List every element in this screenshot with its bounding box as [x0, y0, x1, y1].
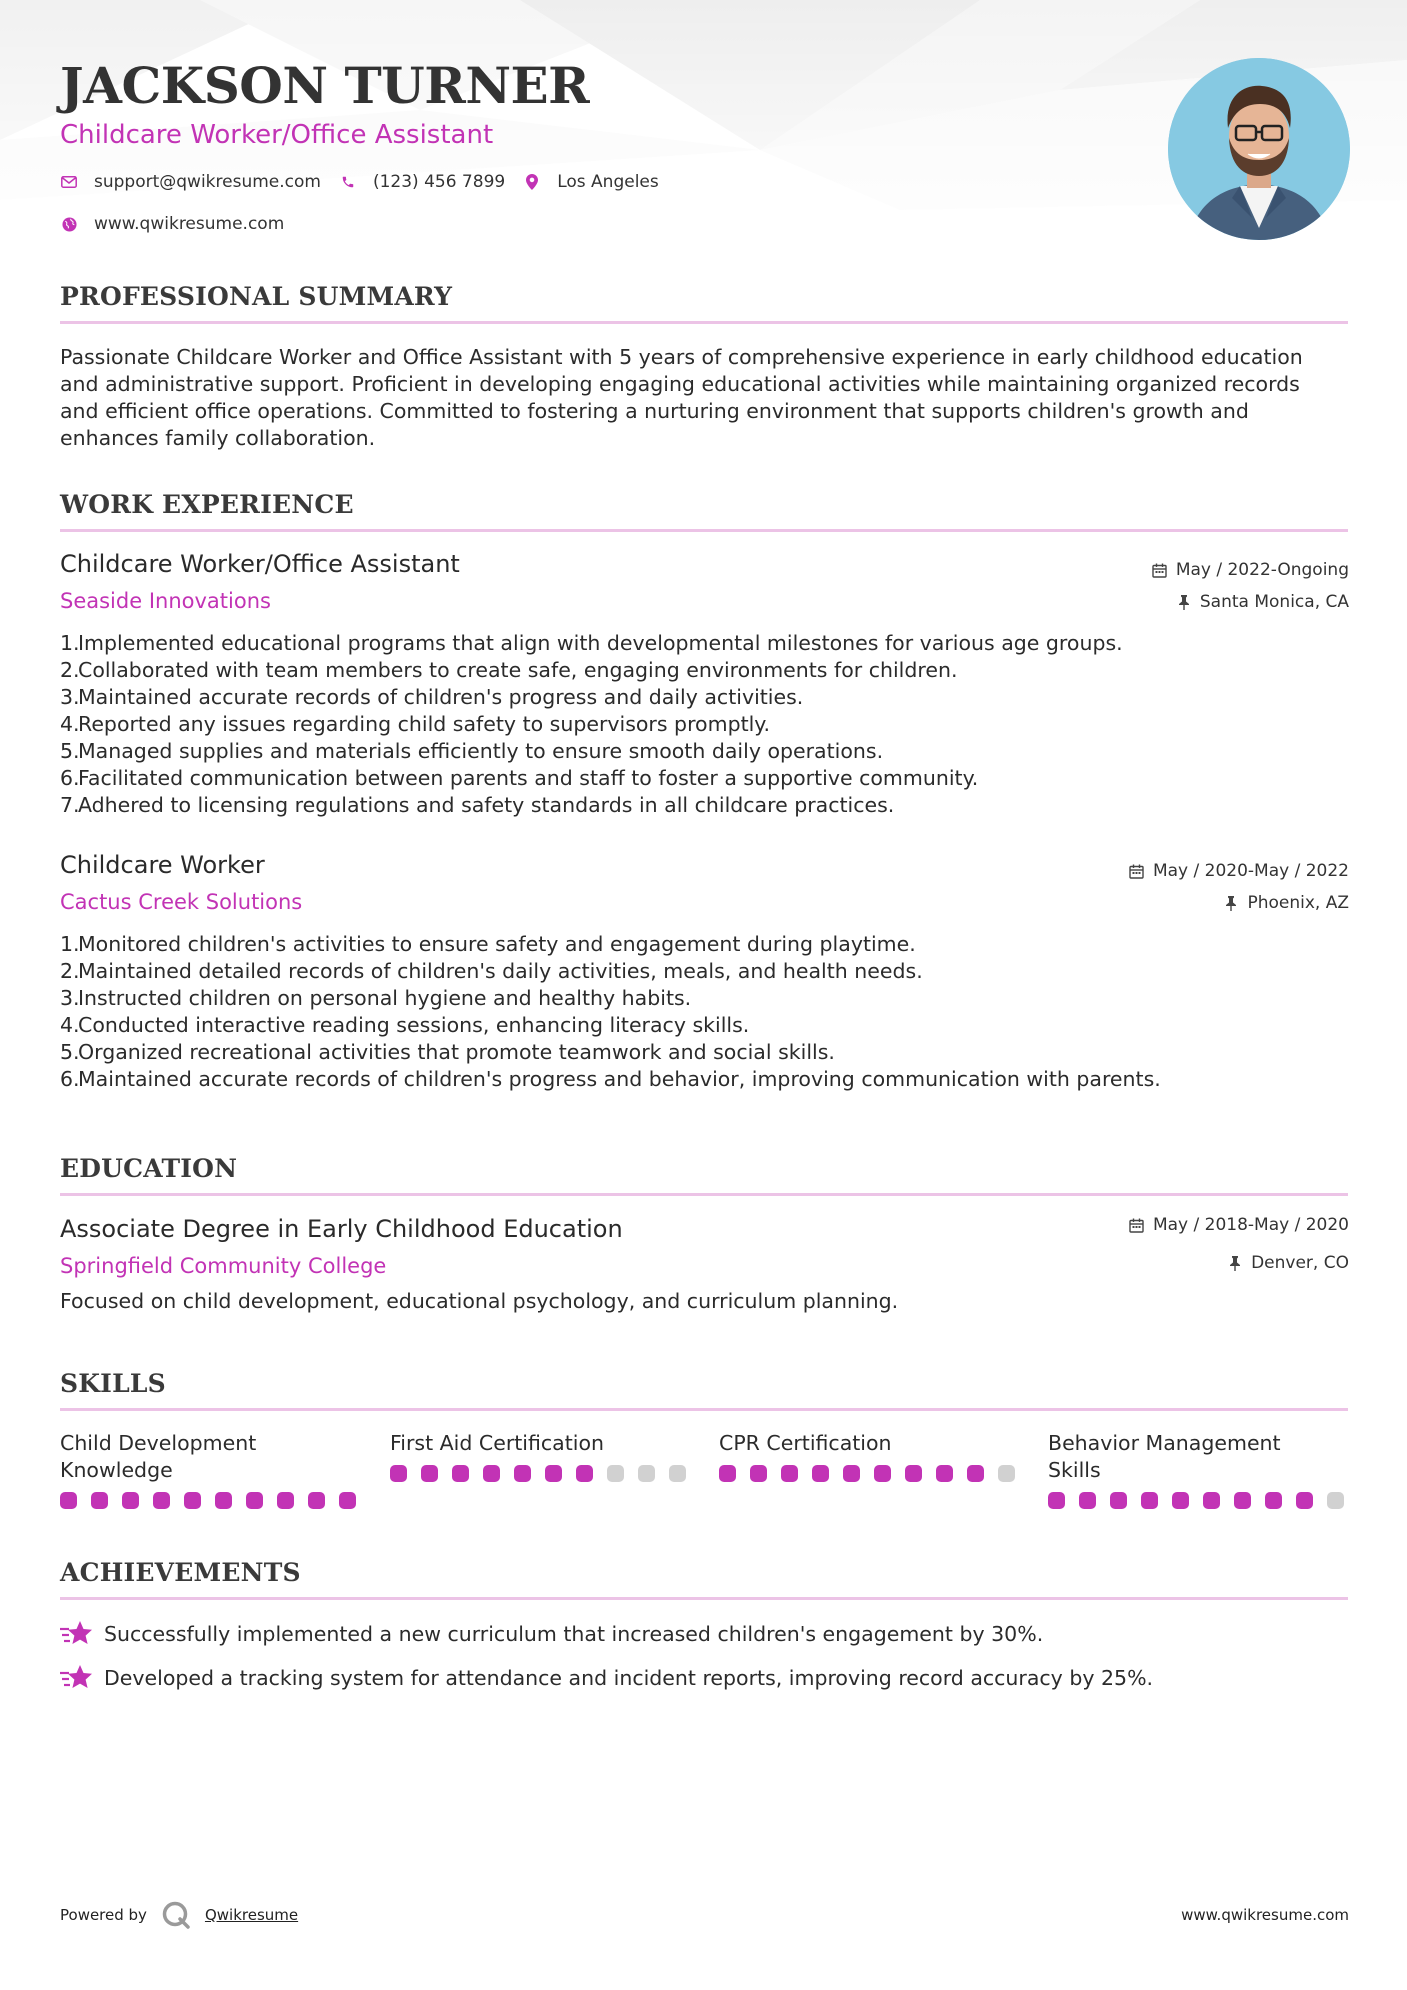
job-location-text: Phoenix, AZ — [1247, 893, 1349, 913]
education-location-text: Denver, CO — [1251, 1253, 1349, 1273]
achievements-divider — [60, 1597, 1348, 1600]
skill-dot-filled — [843, 1465, 860, 1482]
powered-by-text: Powered by — [60, 1906, 147, 1924]
skill-item — [390, 1430, 695, 1482]
location-text: Los Angeles — [557, 172, 659, 192]
skill-dot-filled — [339, 1492, 356, 1509]
summary-line: enhances family collaboration. — [60, 426, 376, 450]
duty-item: 1. Monitored children's activities to ensure safety and engagement during playtime. — [60, 932, 916, 956]
education-description: Focused on child development, educational psychology, and curriculum planning. — [60, 1289, 899, 1313]
summary-text — [60, 344, 1350, 452]
skill-dot-filled — [545, 1465, 562, 1482]
skill-item — [1048, 1430, 1353, 1509]
skill-rating — [60, 1492, 365, 1509]
skill-dot-filled — [1141, 1492, 1158, 1509]
skill-dot-filled — [781, 1465, 798, 1482]
skill-dot-filled — [1110, 1492, 1127, 1509]
skill-name: Behavior Management — [1048, 1431, 1281, 1455]
skill-dot-filled — [452, 1465, 469, 1482]
qwikresume-logo-icon — [161, 1900, 191, 1930]
achievement-item — [60, 1620, 1043, 1648]
summary-heading: PROFESSIONAL SUMMARY — [60, 282, 453, 311]
skill-dot-filled — [1172, 1492, 1189, 1509]
job-location-text: Santa Monica, CA — [1199, 592, 1349, 612]
duty-item: 4. Reported any issues regarding child safety to supervisors promptly. — [60, 712, 771, 736]
education-divider — [60, 1193, 1348, 1196]
skill-dot-filled — [421, 1465, 438, 1482]
skill-dot-filled — [308, 1492, 325, 1509]
job-dates — [1152, 560, 1349, 580]
job-company: Cactus Creek Solutions — [60, 890, 303, 914]
calendar-icon — [1152, 562, 1168, 578]
skill-dot-filled — [277, 1492, 294, 1509]
duty-item: 5. Managed supplies and materials efficiently to ensure smooth daily operations. — [60, 739, 884, 763]
summary-line: and efficient office operations. Committed to fostering a nurturing environment that supports children's growth and — [60, 399, 1249, 423]
globe-icon — [60, 215, 78, 233]
skill-rating — [390, 1465, 695, 1482]
skill-dot-filled — [390, 1465, 407, 1482]
job-dates — [1129, 861, 1349, 881]
skill-rating — [719, 1465, 1024, 1482]
skill-dot-empty — [638, 1465, 655, 1482]
school-name: Springfield Community College — [60, 1254, 387, 1278]
pushpin-icon — [1176, 594, 1192, 610]
skill-dot-filled — [750, 1465, 767, 1482]
education-location — [1227, 1253, 1349, 1273]
pushpin-icon — [1223, 895, 1239, 911]
skill-dot-filled — [936, 1465, 953, 1482]
skill-dot-filled — [1296, 1492, 1313, 1509]
contact-website[interactable] — [60, 214, 284, 234]
brand-link[interactable]: Qwikresume — [204, 1906, 299, 1924]
star-icon — [60, 1664, 92, 1692]
skill-dot-filled — [1079, 1492, 1096, 1509]
skill-dot-empty — [607, 1465, 624, 1482]
website-text: www.qwikresume.com — [94, 214, 285, 234]
phone-text: (123) 456 7899 — [372, 172, 506, 192]
skill-dot-filled — [1265, 1492, 1282, 1509]
map-pin-icon — [523, 173, 541, 191]
skill-name: Child Development — [60, 1431, 257, 1455]
skill-dot-filled — [576, 1465, 593, 1482]
job-location — [1176, 592, 1349, 612]
achievements-heading: ACHIEVEMENTS — [60, 1558, 301, 1587]
duty-item: 4. Conducted interactive reading sessions, enhancing literacy skills. — [60, 1013, 750, 1037]
skill-dot-filled — [812, 1465, 829, 1482]
duty-item: 7. Adhered to licensing regulations and safety standards in all childcare practices. — [60, 793, 895, 817]
contact-row — [60, 172, 677, 192]
contact-email[interactable] — [60, 172, 321, 192]
profile-photo — [1168, 58, 1350, 240]
summary-line: Passionate Childcare Worker and Office Assistant with 5 years of comprehensive experience in early childhood education — [60, 345, 1303, 369]
duty-item: 3. Instructed children on personal hygiene and healthy habits. — [60, 986, 692, 1010]
contact-row-2 — [60, 214, 302, 234]
duty-item: 3. Maintained accurate records of children's progress and daily activities. — [60, 685, 804, 709]
experience-divider — [60, 529, 1348, 532]
skill-dot-filled — [215, 1492, 232, 1509]
email-text: support@qwikresume.com — [94, 172, 321, 192]
skill-dot-filled — [184, 1492, 201, 1509]
star-icon — [60, 1620, 92, 1648]
job-duties-list — [60, 931, 1350, 1093]
skill-item — [719, 1430, 1024, 1482]
duty-item: 2. Collaborated with team members to create safe, engaging environments for children. — [60, 658, 958, 682]
skill-rating — [1048, 1492, 1353, 1509]
pushpin-icon — [1227, 1255, 1243, 1271]
education-dates-text: May / 2018-May / 2020 — [1152, 1215, 1349, 1235]
skill-dot-filled — [874, 1465, 891, 1482]
duty-item: 6. Facilitated communication between parents and staff to foster a supportive community. — [60, 766, 979, 790]
skill-item — [60, 1430, 365, 1509]
skill-dot-filled — [60, 1492, 77, 1509]
summary-line: and administrative support. Proficient in developing engaging educational activities while maintaining organized records — [60, 372, 1300, 396]
job-dates-text: May / 2020-May / 2022 — [1152, 861, 1349, 881]
duty-item: 2. Maintained detailed records of children's daily activities, meals, and health needs. — [60, 959, 923, 983]
contact-phone[interactable] — [339, 172, 505, 192]
skill-dot-filled — [91, 1492, 108, 1509]
duty-item: 1. Implemented educational programs that align with developmental milestones for various age groups. — [60, 631, 1123, 655]
skills-divider — [60, 1408, 1348, 1411]
envelope-icon — [60, 173, 78, 191]
skill-dot-filled — [967, 1465, 984, 1482]
skill-dot-filled — [153, 1492, 170, 1509]
education-heading: EDUCATION — [60, 1154, 238, 1183]
experience-heading: WORK EXPERIENCE — [60, 490, 354, 519]
achievement-text: Developed a tracking system for attendance and incident reports, improving record accuracy by 25%. — [104, 1666, 1154, 1690]
footer-website[interactable]: www.qwikresume.com — [1181, 1906, 1349, 1924]
candidate-role: Childcare Worker/Office Assistant — [60, 120, 494, 150]
footer-powered-by — [60, 1900, 298, 1930]
summary-divider — [60, 321, 1348, 324]
achievement-item — [60, 1664, 1153, 1692]
job-title: Childcare Worker/Office Assistant — [60, 550, 460, 578]
calendar-icon — [1129, 863, 1145, 879]
skill-dot-empty — [1327, 1492, 1344, 1509]
skill-dot-empty — [669, 1465, 686, 1482]
skill-dot-empty — [998, 1465, 1015, 1482]
achievement-text: Successfully implemented a new curriculum that increased children's engagement by 30%. — [104, 1622, 1044, 1646]
skill-dot-filled — [246, 1492, 263, 1509]
duty-item: 5. Organized recreational activities that promote teamwork and social skills. — [60, 1040, 835, 1064]
job-duties-list — [60, 630, 1350, 819]
skill-dot-filled — [905, 1465, 922, 1482]
skill-dot-filled — [122, 1492, 139, 1509]
job-company: Seaside Innovations — [60, 589, 271, 613]
skill-dot-filled — [1048, 1492, 1065, 1509]
education-dates — [1129, 1215, 1349, 1235]
skill-name-cont: Knowledge — [60, 1458, 173, 1482]
job-location — [1223, 893, 1349, 913]
skills-heading: SKILLS — [60, 1369, 166, 1398]
skill-name: CPR Certification — [719, 1431, 892, 1455]
skill-dot-filled — [483, 1465, 500, 1482]
job-dates-text: May / 2022-Ongoing — [1175, 560, 1349, 580]
contact-location — [523, 172, 659, 192]
skill-name-cont: Skills — [1048, 1458, 1101, 1482]
phone-icon — [339, 173, 357, 191]
degree-title: Associate Degree in Early Childhood Education — [60, 1215, 623, 1243]
skill-dot-filled — [514, 1465, 531, 1482]
job-title: Childcare Worker — [60, 851, 265, 879]
candidate-name: JACKSON TURNER — [60, 56, 590, 115]
calendar-icon — [1129, 1217, 1145, 1233]
skill-dot-filled — [1234, 1492, 1251, 1509]
skill-name: First Aid Certification — [390, 1431, 605, 1455]
duty-item: 6. Maintained accurate records of children's progress and behavior, improving communication with parents. — [60, 1067, 1161, 1091]
skill-dot-filled — [719, 1465, 736, 1482]
skill-dot-filled — [1203, 1492, 1220, 1509]
